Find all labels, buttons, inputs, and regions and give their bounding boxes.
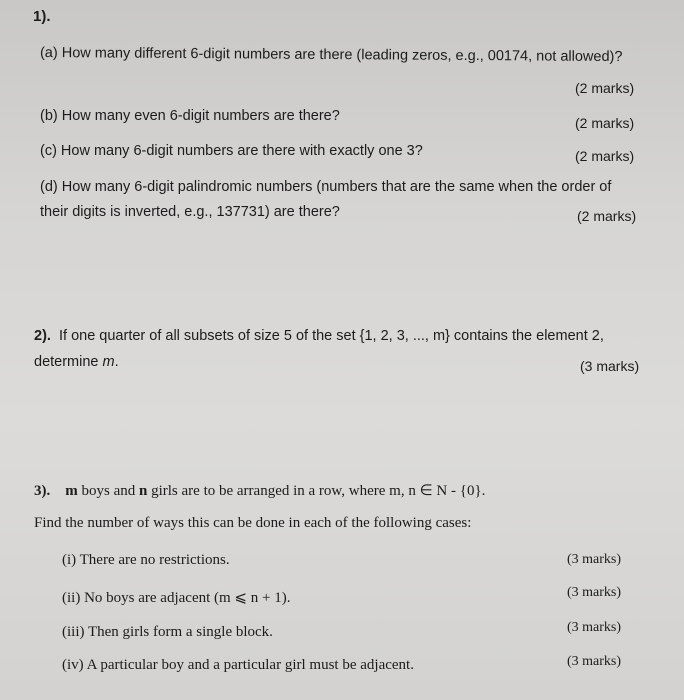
q3-item-i: (i) There are no restrictions. <box>62 552 230 568</box>
q1a-text: (a) How many different 6-digit numbers are there (leading zeros, e.g., 00174, not allowed)? <box>39 45 623 66</box>
q1-number: 1). <box>33 8 51 25</box>
q2-text-suffix: . <box>114 354 119 370</box>
q2-line1 <box>34 328 604 344</box>
q2-text-line1: If one quarter of all subsets of size 5 of the set {1, 2, 3, ..., m} contains the element 2, <box>58 328 604 344</box>
q3-item-i-marks: (3 marks) <box>567 552 622 567</box>
q3-item-iv: (iv) A particular boy and a particular girl must be adjacent. <box>62 657 414 673</box>
q3-item-iii: (iii) Then girls form a single block. <box>62 624 273 640</box>
q1c-text: (c) How many 6-digit numbers are there with exactly one 3? <box>40 143 423 159</box>
q2-number: 2). <box>34 328 51 344</box>
q3-intro-mid: boys and <box>77 483 139 499</box>
q3-item-iv-marks: (3 marks) <box>567 654 622 669</box>
q2-variable: m <box>102 354 115 370</box>
q3-number: 3). <box>34 483 51 499</box>
q3-item-ii-marks: (3 marks) <box>567 585 622 600</box>
q3-var-m: m <box>65 483 78 499</box>
q1d-text-line2: their digits is inverted, e.g., 137731) are there? <box>40 204 340 220</box>
q1d-text-line1: (d) How many 6-digit palindromic numbers (numbers that are the same when the order of <box>40 179 612 195</box>
q1a-marks: (2 marks) <box>575 80 635 96</box>
q1c-marks: (2 marks) <box>575 148 635 164</box>
q3-find: Find the number of ways this can be done in each of the following cases: <box>34 515 472 531</box>
q1b-marks: (2 marks) <box>575 115 635 131</box>
q2-marks: (3 marks) <box>580 358 640 374</box>
q2-text-prefix: determine <box>34 354 103 370</box>
q1b-text: (b) How many even 6-digit numbers are there? <box>40 108 340 124</box>
q3-item-ii: (ii) No boys are adjacent (m ⩽ n + 1). <box>62 590 291 606</box>
q2-line2 <box>34 354 119 370</box>
q3-var-n: n <box>139 483 148 499</box>
q1d-marks: (2 marks) <box>577 208 637 224</box>
q3-intro <box>34 481 485 500</box>
q3-intro-rest: girls are to be arranged in a row, where m, n ∈ N - {0}. <box>147 483 486 499</box>
q3-item-iii-marks: (3 marks) <box>567 620 622 635</box>
